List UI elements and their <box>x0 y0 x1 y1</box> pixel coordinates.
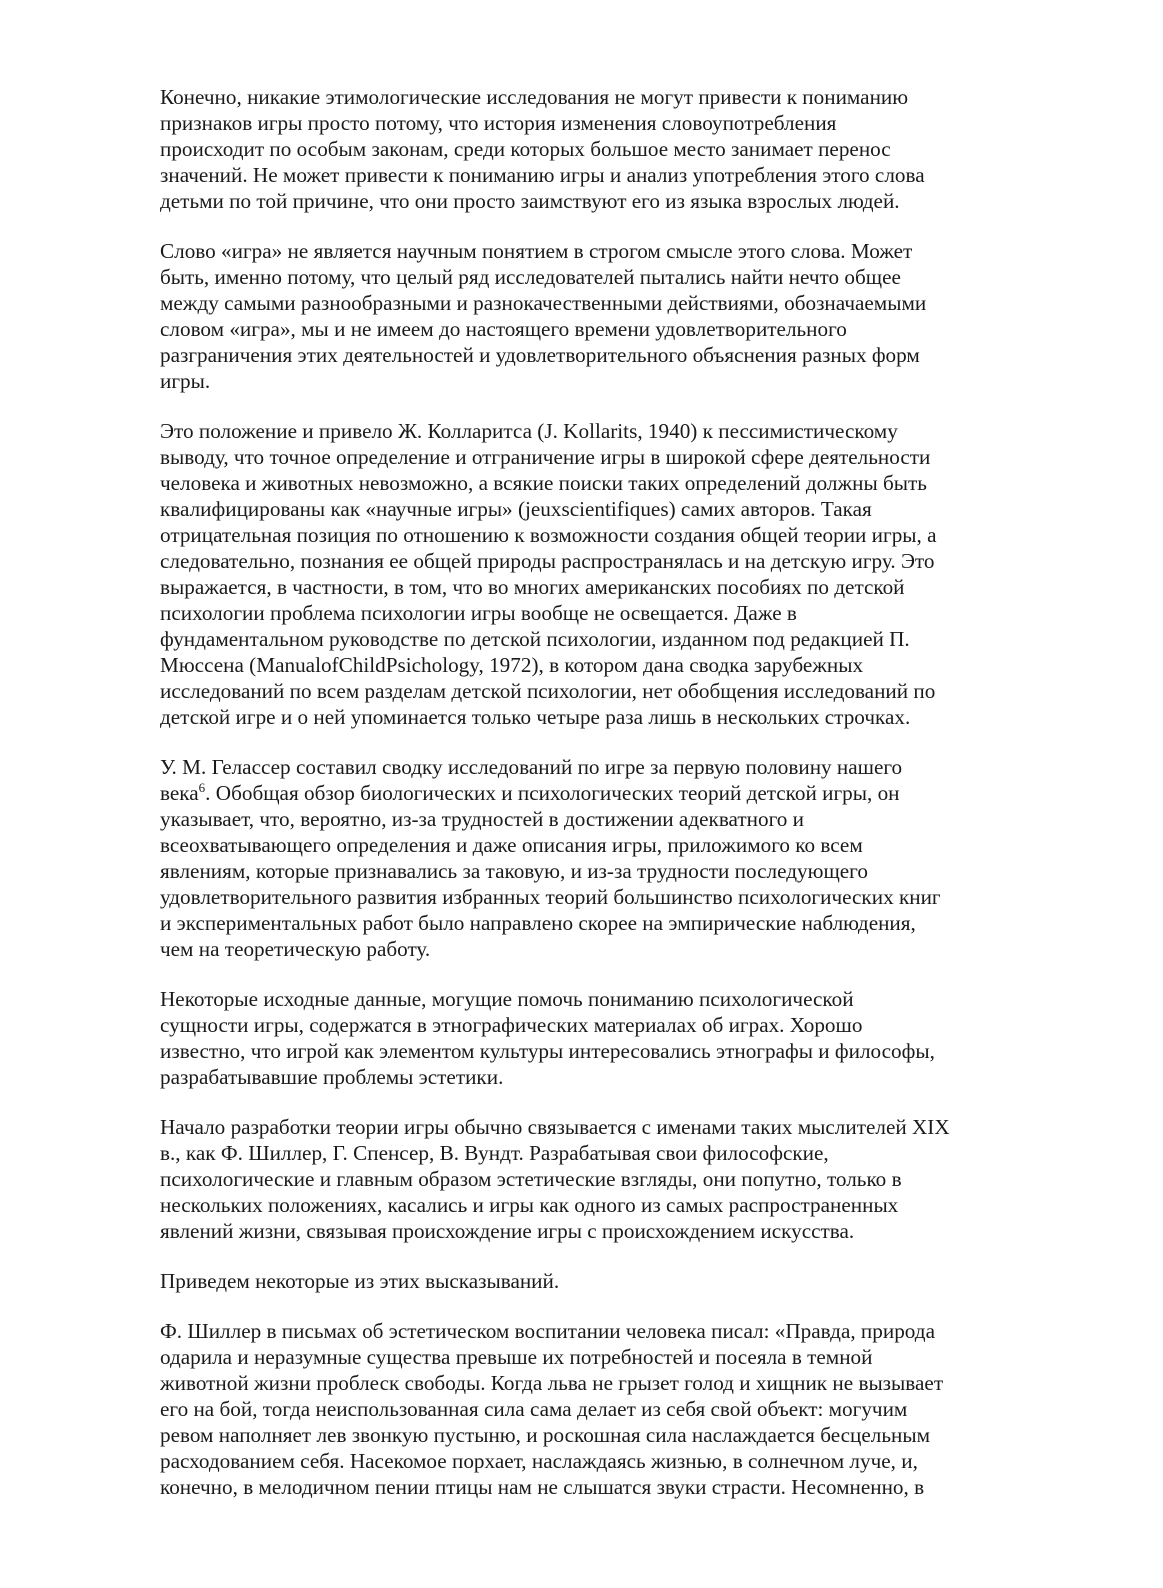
text-line: разрабатывавшие проблемы эстетики. <box>160 1065 504 1089</box>
text-line: удовлетворительного развития избранных теорий большинство психологических книг <box>160 885 941 909</box>
text-line: явлениям, которые признавались за таковую, и из-за трудности последующего <box>160 859 868 883</box>
text-line: Некоторые исходные данные, могущие помочь пониманию психологической <box>160 987 854 1011</box>
text-line: явлений жизни, связывая происхождение игры с происхождением искусства. <box>160 1219 855 1243</box>
paragraph-kollarits <box>160 418 1010 730</box>
text-line: конечно, в мелодичном пении птицы нам не слышатся звуки страсти. Несомненно, в <box>160 1475 925 1499</box>
text-line: Приведем некоторые из этих высказываний. <box>160 1269 560 1293</box>
text-line: психологические и главным образом эстетические взгляды, они попутно, только в <box>160 1167 902 1191</box>
text-line: между самыми разнообразными и разнокачественными действиями, обозначаемыми <box>160 291 927 315</box>
paragraph-word-game <box>160 238 1010 394</box>
text-line: животной жизни проблеск свободы. Когда льва не грызет голод и хищник не вызывает <box>160 1371 944 1395</box>
text-line: расходованием себя. Насекомое порхает, наслаждаясь жизнью, в солнечном луче, и, <box>160 1449 918 1473</box>
text-line: отрицательная позиция по отношению к возможности создания общей теории игры, а <box>160 523 937 547</box>
text-line: значений. Не может привести к пониманию игры и анализ употребления этого слова <box>160 163 925 187</box>
text-line: игры. <box>160 369 211 393</box>
text-line: Это положение и привело Ж. Колларитса (J. Kollarits, 1940) к пессимистическому <box>160 419 898 443</box>
text-line: чем на теоретическую работу. <box>160 937 431 961</box>
text-line: психологии проблема психологии игры вообще не освещается. Даже в <box>160 601 797 625</box>
text-line: нескольких положениях, касались и игры как одного из самых распространенных <box>160 1193 899 1217</box>
text-fragment: века <box>160 781 199 805</box>
document-page <box>160 84 1010 1524</box>
text-line: словом «игра», мы и не имеем до настоящего времени удовлетворительного <box>160 317 847 341</box>
text-line: человека и животных невозможно, а всякие поиски таких определений должны быть <box>160 471 927 495</box>
text-line: Ф. Шиллер в письмах об эстетическом воспитании человека писал: «Правда, природа <box>160 1319 935 1343</box>
paragraph-theory-origins <box>160 1114 1010 1244</box>
text-line: Слово «игра» не является научным понятием в строгом смысле этого слова. Может <box>160 239 913 263</box>
text-line: Конечно, никакие этимологические исследования не могут привести к пониманию <box>160 85 909 109</box>
text-line: разграничения этих деятельностей и удовлетворительного объяснения разных форм <box>160 343 920 367</box>
text-line: исследований по всем разделам детской психологии, нет обобщения исследований по <box>160 679 936 703</box>
text-line: квалифицированы как «научные игры» (jeuxscientifiques) самих авторов. Такая <box>160 497 872 521</box>
text-line: быть, именно потому, что целый ряд исследователей пытались найти нечто общее <box>160 265 901 289</box>
footnote-marker[interactable]: 6 <box>198 780 206 795</box>
text-line: выводу, что точное определение и отграничение игры в широкой сфере деятельности <box>160 445 931 469</box>
paragraph-quotes-intro <box>160 1268 1010 1294</box>
text-line: его на бой, тогда неиспользованная сила сама делает из себя свой объект: могучим <box>160 1397 908 1421</box>
text-line: признаков игры просто потому, что история изменения словоупотребления <box>160 111 837 135</box>
text-line: и экспериментальных работ было направлено скорее на эмпирические наблюдения, <box>160 911 916 935</box>
text-line-with-footnote <box>160 780 1010 806</box>
text-line: следовательно, познания ее общей природы распространялась и на детскую игру. Это <box>160 549 935 573</box>
text-line: детской игре и о ней упоминается только четыре раза лишь в нескольких строчках. <box>160 705 911 729</box>
text-line: указывает, что, вероятно, из-за трудностей в достижении адекватного и <box>160 807 804 831</box>
text-line: У. М. Гелассер составил сводку исследований по игре за первую половину нашего <box>160 755 903 779</box>
paragraph-etymology <box>160 84 1010 214</box>
text-line: сущности игры, содержатся в этнографических материалах об играх. Хорошо <box>160 1013 863 1037</box>
text-line: выражается, в частности, в том, что во многих американских пособиях по детской <box>160 575 905 599</box>
text-line: Мюссена (ManualofChildPsichology, 1972), в котором дана сводка зарубежных <box>160 653 864 677</box>
text-line: происходит по особым законам, среди которых большое место занимает перенос <box>160 137 891 161</box>
text-line: Начало разработки теории игры обычно связывается с именами таких мыслителей XIX <box>160 1115 950 1139</box>
text-line: известно, что игрой как элементом культуры интересовались этнографы и философы, <box>160 1039 935 1063</box>
paragraph-schiller <box>160 1318 1010 1500</box>
text-line: одарила и неразумные существа превыше их потребностей и посеяла в темной <box>160 1345 873 1369</box>
text-line: в., как Ф. Шиллер, Г. Спенсер, В. Вундт. Разрабатывая свои философские, <box>160 1141 829 1165</box>
text-line: всеохватывающего определения и даже описания игры, приложимого ко всем <box>160 833 863 857</box>
text-line: фундаментальном руководстве по детской психологии, изданном под редакцией П. <box>160 627 910 651</box>
text-line: ревом наполняет лев звонкую пустыню, и роскошная сила наслаждается бесцельным <box>160 1423 931 1447</box>
paragraph-ethnography <box>160 986 1010 1090</box>
text-fragment: . Обобщая обзор биологических и психологических теорий детской игры, он <box>205 781 900 805</box>
paragraph-gelasser <box>160 754 1010 962</box>
text-line: детьми по той причине, что они просто заимствуют его из языка взрослых людей. <box>160 189 900 213</box>
